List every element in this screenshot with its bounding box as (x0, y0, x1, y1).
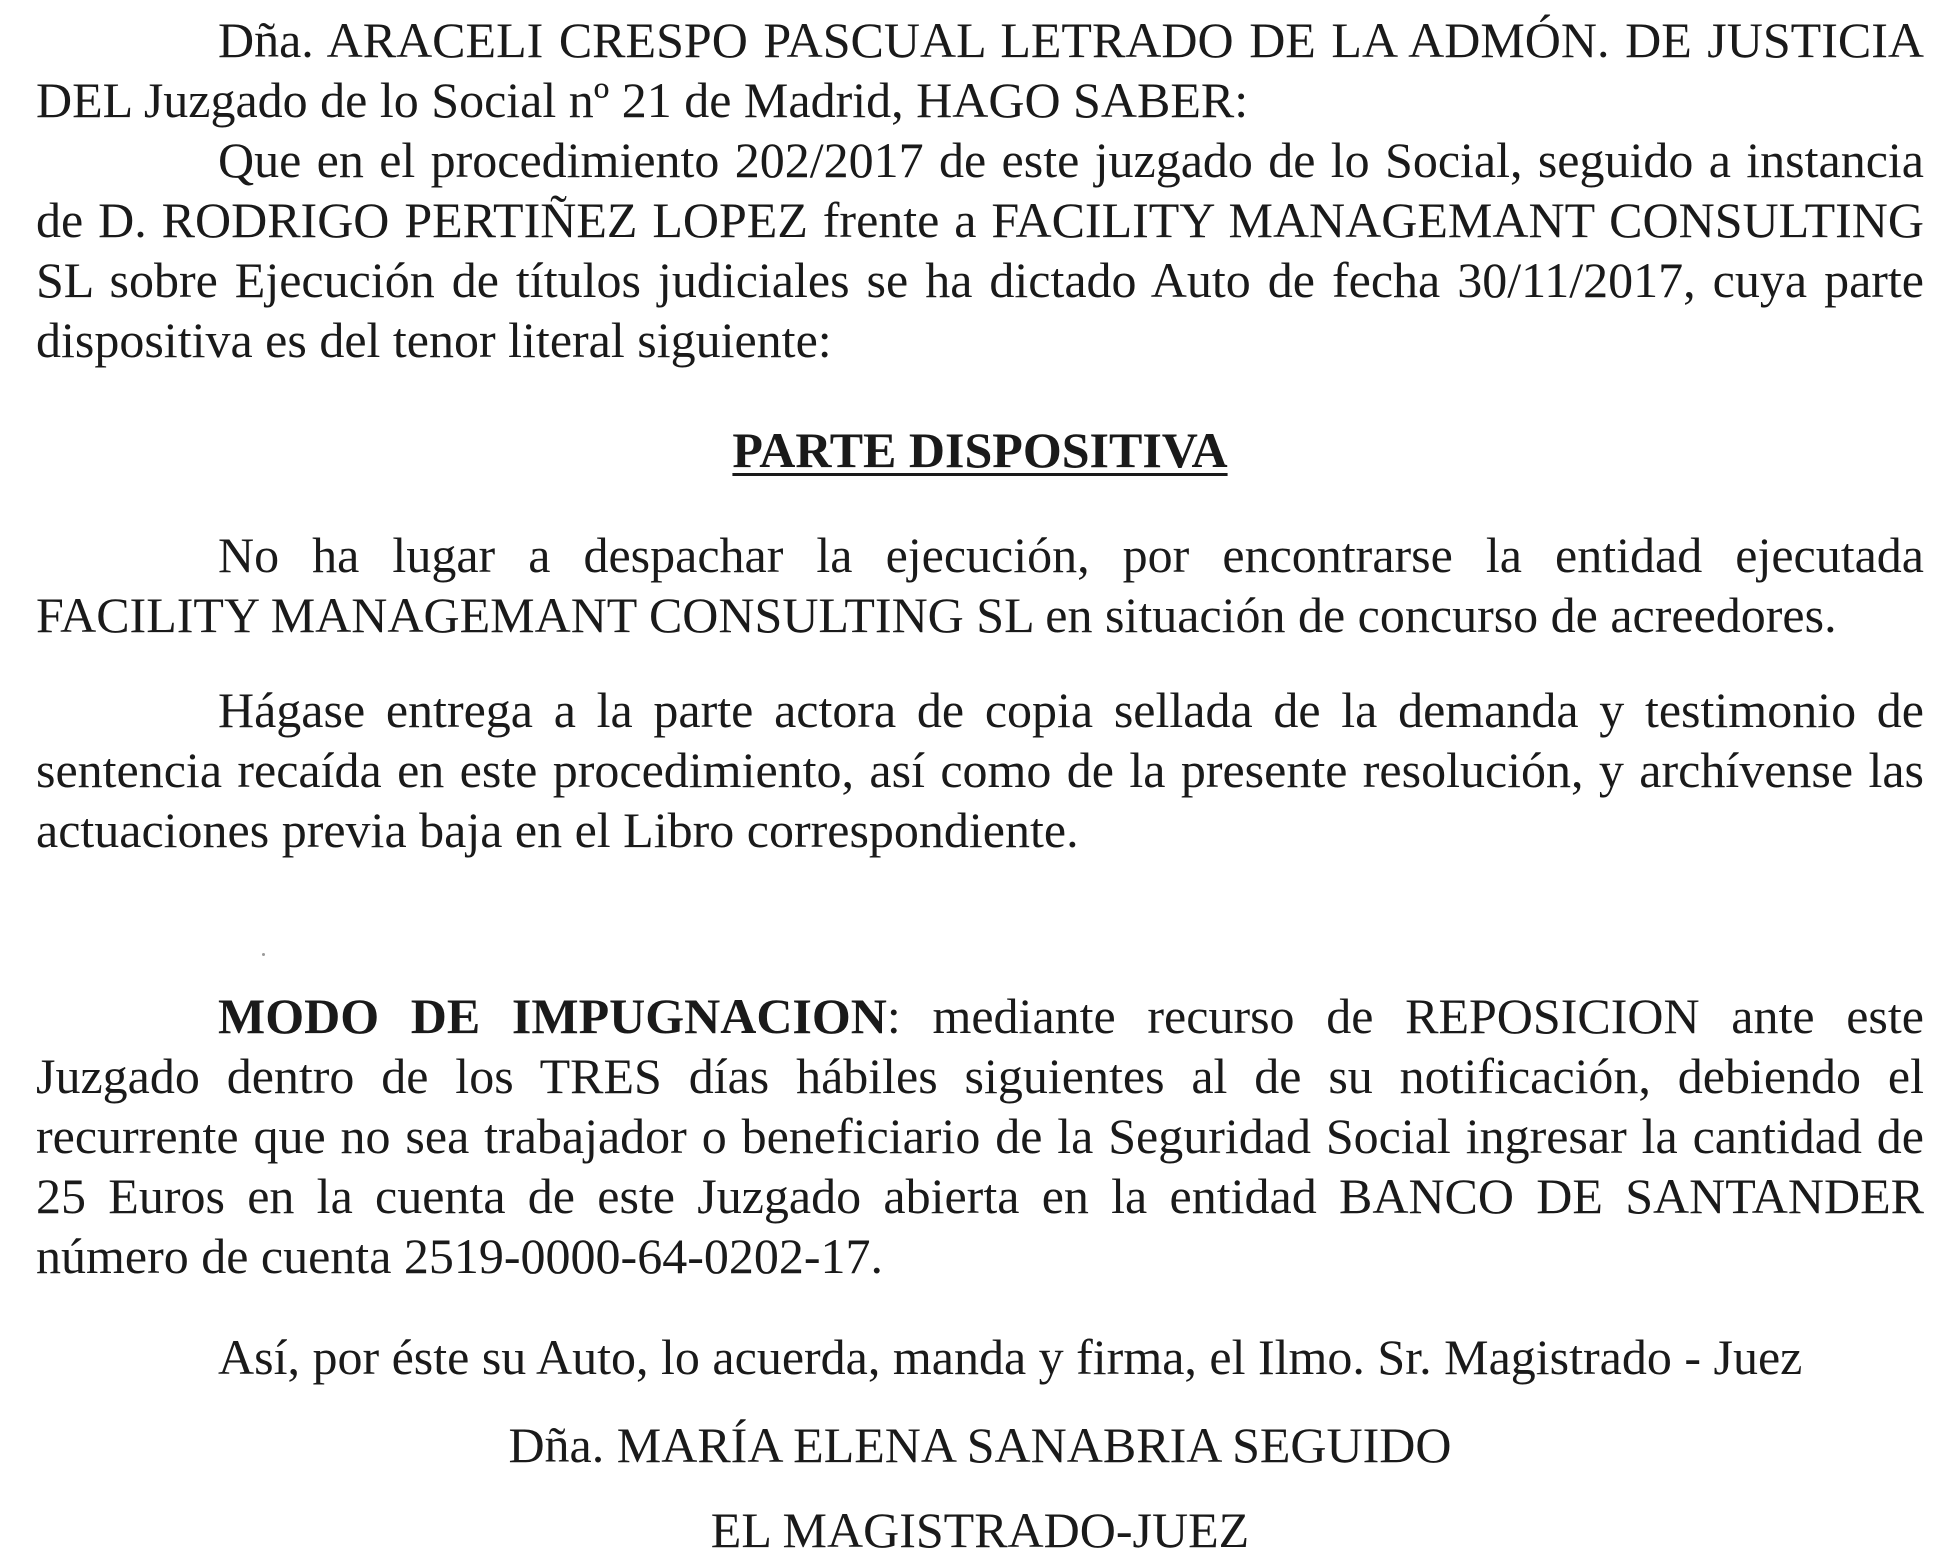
delivery-paragraph: Hágase entrega a la parte actora de copia sellada de la demanda y testimonio de sentencia recaída en este procedimiento, así como de la presente resolución, y archívense las actuaciones previa baja en el Libro correspondiente. (36, 682, 1924, 858)
judge-name: Dña. MARÍA ELENA SANABRIA SEGUIDO (508, 1417, 1452, 1473)
ruling-paragraph: No ha lugar a despachar la ejecución, por encontrarse la entidad ejecutada FACILITY MANAGEMANT CONSULTING SL en situación de concurso de acreedores. (36, 527, 1924, 643)
intro-paragraph: Que en el procedimiento 202/2017 de este juzgado de lo Social, seguido a instancia de D. RODRIGO PERTIÑEZ LOPEZ frente a FACILITY MANAGEMANT CONSULTING SL sobre Ejecución de títulos judiciales se ha dictado Auto de fecha 30/11/2017, cuya parte dispositiva es del tenor literal siguiente: (36, 132, 1924, 368)
closing-statement: Así, por éste su Auto, lo acuerda, manda y firma, el Ilmo. Sr. Magistrado - Juez (218, 1329, 1803, 1385)
scan-speck (262, 953, 265, 956)
impugnacion-label: MODO DE IMPUGNACION (218, 988, 887, 1044)
header-paragraph: Dña. ARACELI CRESPO PASCUAL LETRADO DE LA ADMÓN. DE JUSTICIA DEL Juzgado de lo Social nº 21 de Madrid, HAGO SABER: (36, 12, 1924, 128)
impugnacion-paragraph (36, 986, 1924, 1286)
section-title: PARTE DISPOSITIVA (732, 422, 1228, 478)
judge-title: EL MAGISTRADO-JUEZ (710, 1502, 1250, 1558)
impugnacion-text: : mediante recurso de REPOSICION ante este Juzgado dentro de los TRES días hábiles siguientes al de su notificación, debiendo el recurrente que no sea trabajador o beneficiario de la Seguridad Social ingresar la cantidad de 25 Euros en la cuenta de este Juzgado abierta en la entidad BANCO DE SANTANDER número de cuenta 2519-0000-64-0202-17. (36, 988, 1924, 1284)
